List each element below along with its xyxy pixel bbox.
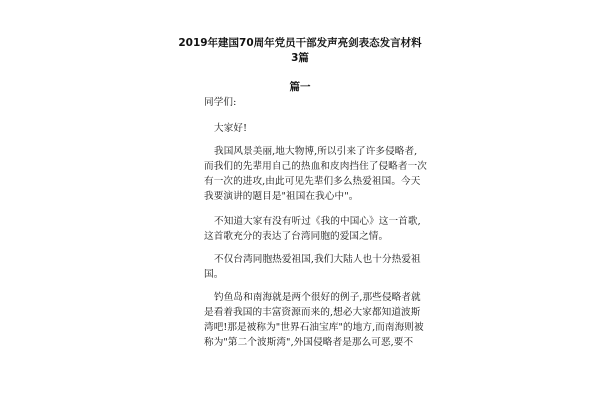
paragraph-line: 不知道大家有没有听过《我的中国心》这一首歌, xyxy=(214,216,421,227)
paragraph-line: 钓鱼岛和南海就是两个很好的例子,那些侵略者就 xyxy=(214,292,421,303)
paragraph-line: 有一次的进攻,由此可见先辈们多么热爱祖国。今天 xyxy=(204,176,421,187)
paragraph-line: 我国风景美丽,地大物博,所以引来了许多侵略者, xyxy=(214,146,418,157)
paragraph-line: 我要演讲的题目是"祖国在我心中"。 xyxy=(204,191,359,202)
paragraph-line: 而我们的先辈用自己的热血和皮肉挡住了侵略者一次 xyxy=(204,161,427,172)
paragraph-line: 称为"第二个波斯湾",外国侵略者是那么可恶,要不 xyxy=(204,337,414,348)
document-title-line-1: 2019年建国70周年党员干部发声亮剑表态发言材料 xyxy=(178,37,422,49)
salutation: 大家好! xyxy=(214,123,248,134)
paragraph-line: 不仅台湾同胞热爱祖国,我们大陆人也十分热爱祖 xyxy=(214,254,421,265)
paragraph-line: 湾吧!那是被称为"世界石油宝库"的地方,而南海则被 xyxy=(204,322,424,333)
section-heading: 篇一 xyxy=(289,81,311,93)
paragraph-line: 这首歌充分的表达了台湾同胞的爱国之情。 xyxy=(204,231,389,242)
document-title-line-2: 3篇 xyxy=(291,52,309,64)
paragraph-line: 国。 xyxy=(204,269,224,280)
greeting: 同学们: xyxy=(204,97,237,108)
paragraph-line: 是看着我国的丰富资源而来的,想必大家都知道波斯 xyxy=(204,307,421,318)
